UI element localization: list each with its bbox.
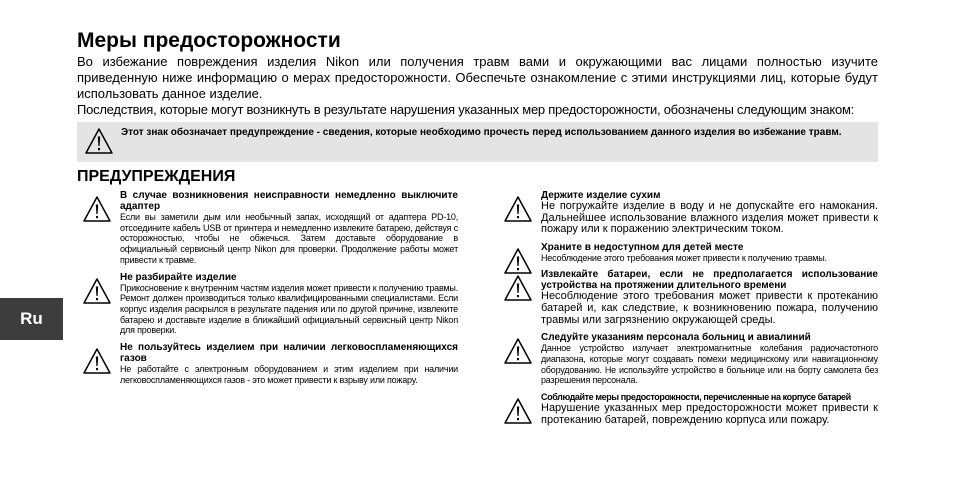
warning-notice-box — [77, 122, 878, 162]
warning-triangle-icon — [503, 337, 533, 365]
warning-title: Извлекайте батареи, если не предполагается использование устройства на протяжении длительного времени — [541, 269, 878, 292]
warnings-left-column — [77, 190, 458, 391]
warning-text: Несоблюдение этого требования может привести к получению травмы. — [541, 252, 827, 263]
notice-text: Этот знак обозначает предупреждение - сведения, которые необходимо прочесть перед использованием данного изделия во избежание травм. — [121, 127, 842, 138]
warning-title: Соблюдайте меры предосторожности, перечисленные на корпусе батарей — [541, 392, 851, 403]
section-heading: ПРЕДУПРЕЖДЕНИЯ — [77, 168, 236, 185]
warning-triangle-icon — [82, 277, 112, 305]
warning-text: Прикосновение к внутренним частям изделия может привести к получению травмы. Ремонт должен производиться только квалифицированными специалистами. Если корпус изделия раскрылся в результате падения или по другой причине, извлеките батарею и доставьте изделие в ближайший официальный сервисный центр Nikon для проверки. — [120, 282, 458, 336]
warning-triangle-icon — [503, 274, 533, 302]
warning-item — [498, 392, 878, 426]
intro-text — [77, 54, 878, 118]
warning-title: Храните в недоступном для детей месте — [541, 241, 744, 253]
warning-item — [498, 332, 878, 386]
warning-triangle-icon — [503, 195, 533, 223]
warnings-right-column — [498, 190, 878, 432]
warning-text: Если вы заметили дым или необычный запах, исходящий от адаптера PD-10, отсоедините кабель USB от принтера и немедленно извлеките батарею, действуя с осторожностью, чтобы не обжечься. Затем доставьте оборудование в официальный сервисный центр Nikon для проверки. Продолжение работы может привести к травме. — [120, 212, 458, 265]
warning-title: Следуйте указаниям персонала больниц и авиалиний — [541, 332, 811, 344]
intro-paragraph: Во избежание повреждения изделия Nikon или получения травм вами и окружающими вас лицами полностью изучите приведенную ниже информацию о мерах предосторожности. Обеспечьте ознакомление с этими инструкциями лиц, которые будут использовать данное изделие. — [77, 54, 878, 101]
warning-title: Не пользуйтесь изделием при наличии легковоспламеняющихся газов — [120, 342, 458, 365]
warning-text: Несоблюдение этого требования может привести к протеканию батарей и, как следствие, к возникновению пожара, получению травмы или загрязнению окружающей среды. — [541, 290, 878, 326]
warning-triangle-icon — [84, 127, 114, 155]
warning-title: Не разбирайте изделие — [120, 271, 237, 283]
intro-paragraph: Последствия, которые могут возникнуть в результате нарушения указанных мер предосторожности, обозначены следующим знаком: — [77, 102, 855, 117]
warning-text: Нарушение указанных мер предосторожности может привести к протеканию батарей, повреждению корпуса или пожару. — [541, 402, 878, 426]
warning-item — [498, 242, 878, 264]
warning-triangle-icon — [503, 397, 533, 425]
warning-item — [77, 272, 458, 337]
language-tab: Ru — [0, 298, 63, 340]
warning-item — [498, 190, 878, 236]
warning-triangle-icon — [82, 347, 112, 375]
warning-item — [498, 269, 878, 326]
warning-item — [77, 342, 458, 385]
warning-text: Данное устройство излучает электромагнитные колебания радиочастотного диапазона, которые могут создавать помехи медицинскому или навигационному оборудованию. Не используйте устройство в больнице или на борту самолета без разрешения персонала. — [541, 343, 878, 386]
warning-title: В случае возникновения неисправности немедленно выключите адаптер — [120, 190, 458, 212]
page-title: Меры предосторожности — [77, 29, 341, 52]
warning-title: Держите изделие сухим — [541, 190, 661, 201]
warning-triangle-icon — [82, 195, 112, 223]
warning-text: Не работайте с электронным оборудованием и этим изделием при наличии легковоспламеняющихся газов - это может привести к взрыву или пожару. — [120, 364, 458, 385]
warning-item — [77, 190, 458, 266]
warning-text: Не погружайте изделие в воду и не допускайте его намокания. Дальнейшее использование влажного изделия может привести к пожару или к поражению электрическим током. — [541, 200, 878, 236]
